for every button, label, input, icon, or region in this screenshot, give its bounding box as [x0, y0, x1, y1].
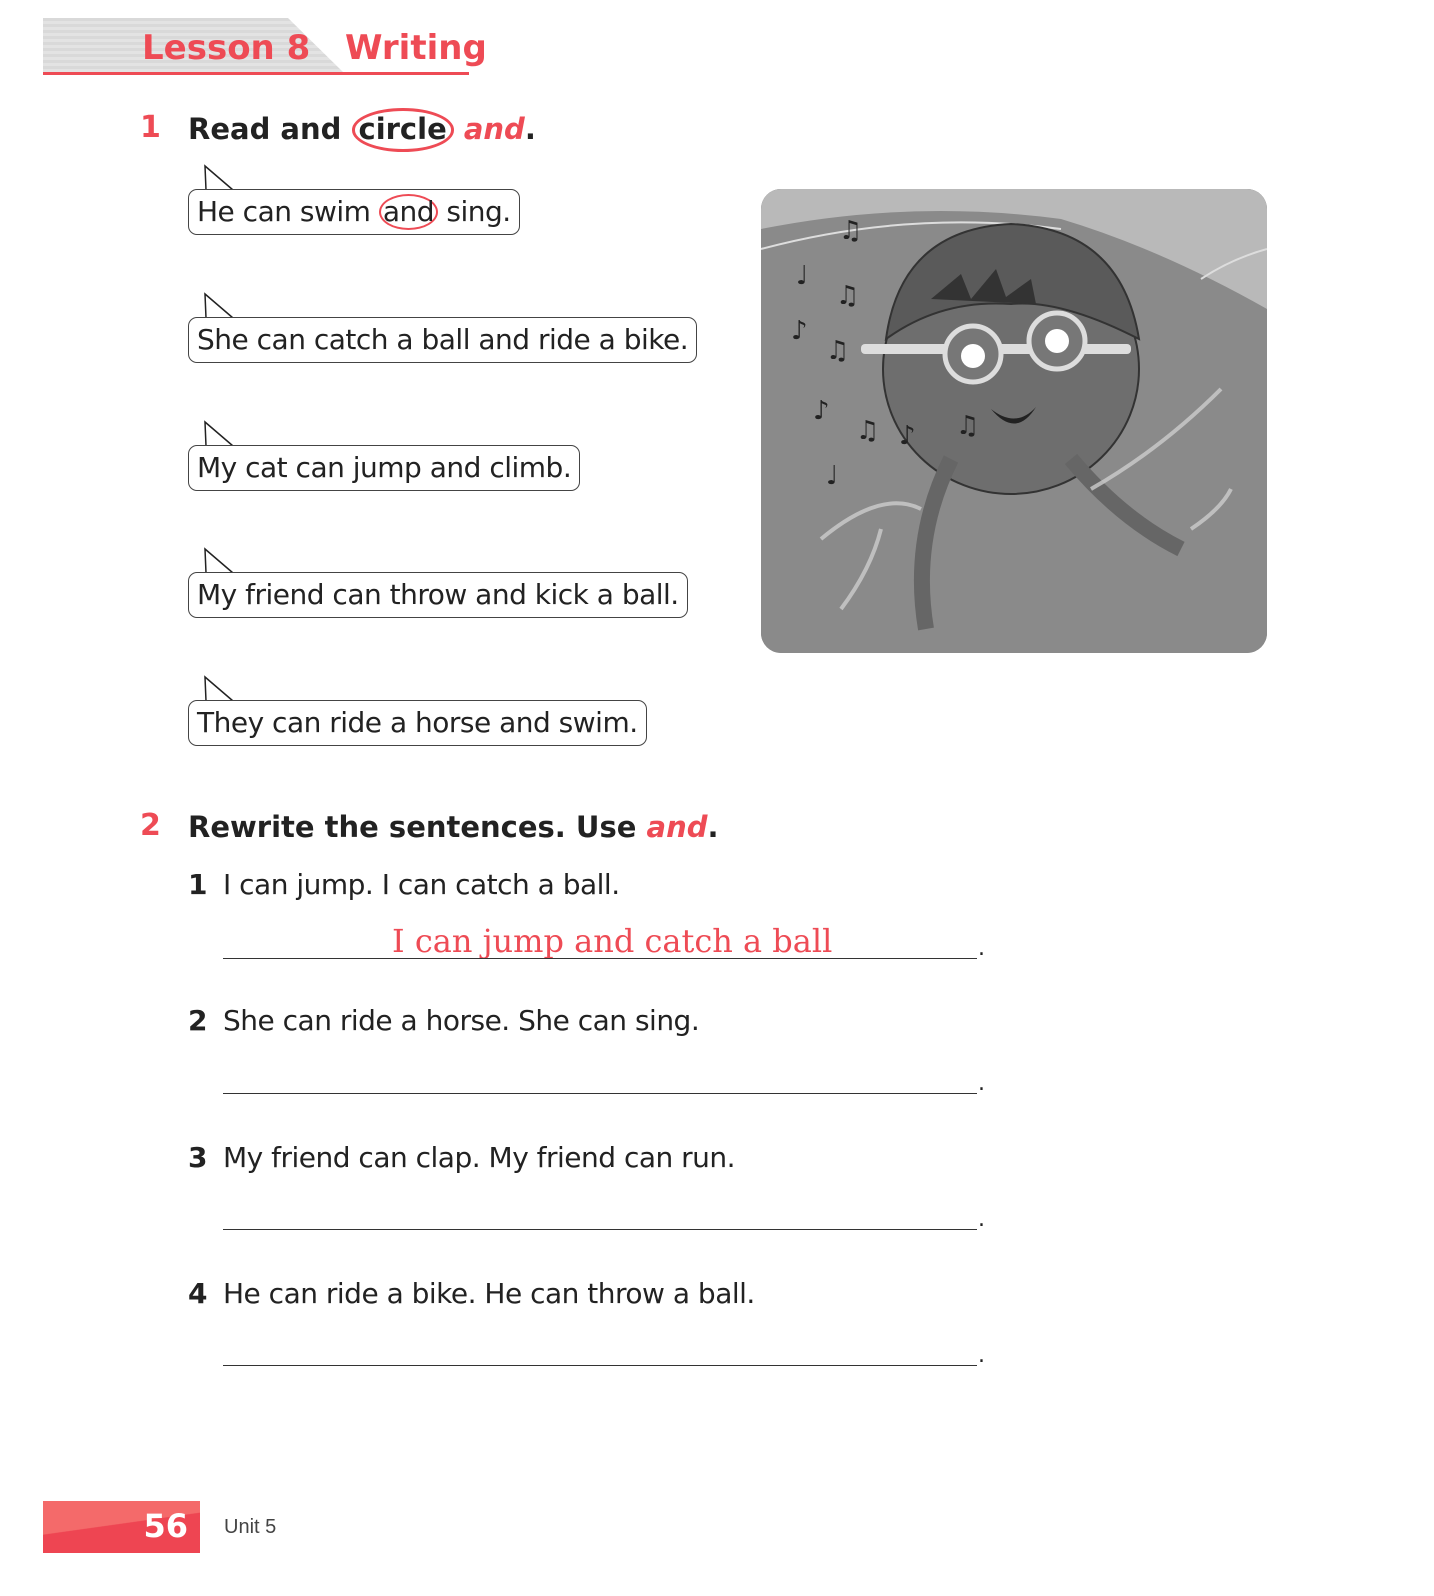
lesson-header	[43, 18, 487, 74]
sentence-bubble-5[interactable]: They can ride a horse and swim.	[188, 700, 647, 746]
answer-line[interactable]	[223, 958, 977, 959]
item-prompt: I can jump. I can catch a ball.	[223, 868, 620, 901]
speech-tail	[203, 547, 237, 575]
period: .	[978, 1207, 985, 1232]
item-number: 4	[188, 1277, 208, 1310]
instr-text: Read and	[188, 112, 352, 146]
period: .	[978, 1071, 985, 1096]
item-prompt: She can ride a horse. She can sing.	[223, 1004, 700, 1037]
answer-line[interactable]	[223, 1229, 977, 1230]
page-number: 56	[143, 1507, 188, 1545]
exercise-1-number: 1	[140, 110, 161, 145]
speech-tail	[203, 292, 237, 320]
svg-text:♫: ♫	[839, 216, 863, 246]
instr-text: Rewrite the sentences. Use	[188, 810, 647, 844]
svg-text:♪: ♪	[899, 421, 916, 451]
lesson-label: Lesson 8	[142, 28, 311, 68]
answer-line[interactable]	[223, 1093, 977, 1094]
circled-and[interactable]: and	[379, 194, 438, 230]
target-word: and	[463, 112, 525, 146]
item-number: 1	[188, 868, 208, 901]
svg-text:♫: ♫	[856, 416, 880, 446]
page-number-tab	[43, 1501, 200, 1553]
sentence-text: He can swim	[197, 195, 379, 228]
header-underline	[43, 72, 469, 75]
svg-text:♫: ♫	[956, 411, 980, 441]
answer-text[interactable]: I can jump and catch a ball	[392, 922, 833, 960]
circled-word: circle	[352, 108, 454, 152]
speech-tail	[203, 164, 237, 192]
unit-label: Unit 5	[224, 1516, 277, 1538]
sentence-bubble-2[interactable]: She can catch a ball and ride a bike.	[188, 317, 697, 363]
period: .	[978, 936, 985, 961]
sentence-bubble-4[interactable]: My friend can throw and kick a ball.	[188, 572, 688, 618]
lesson-title: Writing	[345, 28, 487, 68]
instr-end: .	[524, 112, 536, 146]
period: .	[978, 1343, 985, 1368]
item-prompt: My friend can clap. My friend can run.	[223, 1141, 736, 1174]
target-word: and	[646, 810, 708, 844]
instr-end: .	[707, 810, 719, 844]
svg-text:♫: ♫	[826, 336, 850, 366]
sentence-bubble-3[interactable]: My cat can jump and climb.	[188, 445, 580, 491]
item-number: 3	[188, 1141, 208, 1174]
sentence-bubble-1	[188, 189, 520, 235]
speech-tail	[203, 675, 237, 703]
svg-text:♫: ♫	[836, 281, 860, 311]
sentence-text: sing.	[438, 195, 511, 228]
exercise-2-number: 2	[140, 808, 161, 843]
exercise-1-instruction	[188, 108, 536, 152]
item-number: 2	[188, 1004, 208, 1037]
svg-text:♪: ♪	[813, 396, 830, 426]
swimming-boy-illustration	[761, 189, 1267, 653]
exercise-2-instruction	[188, 810, 719, 844]
svg-text:♩: ♩	[796, 261, 809, 291]
speech-tail	[203, 420, 237, 448]
item-prompt: He can ride a bike. He can throw a ball.	[223, 1277, 755, 1310]
svg-text:♩: ♩	[826, 461, 839, 491]
answer-line[interactable]	[223, 1365, 977, 1366]
svg-text:♪: ♪	[791, 316, 808, 346]
